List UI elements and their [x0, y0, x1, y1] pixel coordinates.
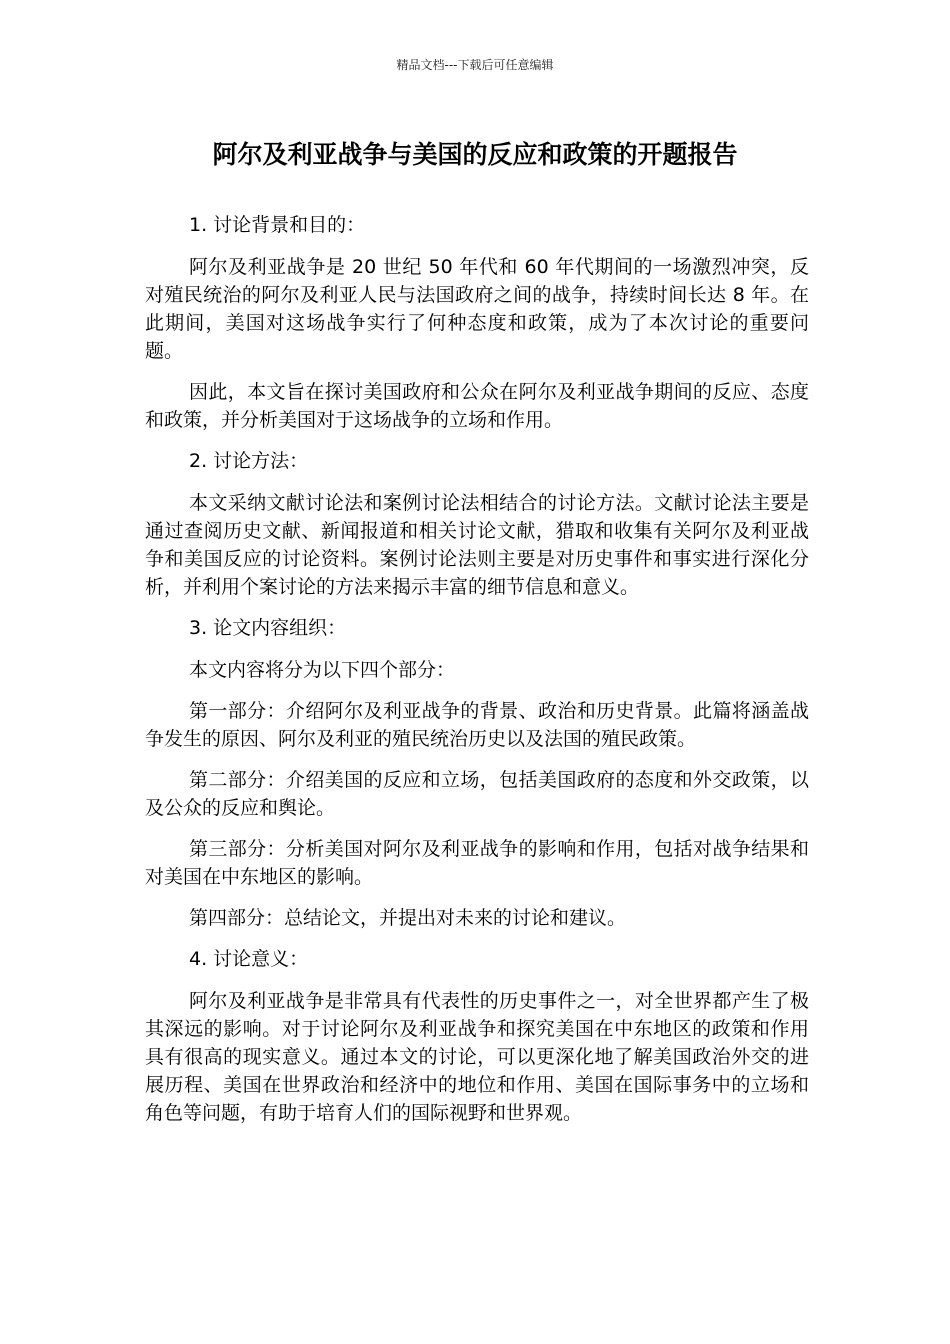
document-body: [145, 211, 809, 1140]
paragraph-method: 本文采纳文献讨论法和案例讨论法相结合的讨论方法。文献讨论法主要是通过查阅历史文献、新闻报道和相关讨论文献，猎取和收集有关阿尔及利亚战争和美国反应的讨论资料。案例讨论法则主要是对历史事件和事实进行深化分析，并利用个案讨论的方法来揭示丰富的细节信息和意义。: [145, 492, 809, 598]
paragraph-organization-intro: 本文内容将分为以下四个部分：: [189, 659, 456, 681]
section-heading-significance: 4. 讨论意义：: [189, 948, 309, 970]
paragraph-background-1: 阿尔及利亚战争是 20 世纪 50 年代和 60 年代期间的一场激烈冲突，反对殖民统治的阿尔及利亚人民与法国政府之间的战争，持续时间长达 8 年。在此期间，美国对这场战争实行了何种态度和政策，成为了本次讨论的重要问题。: [145, 256, 809, 362]
paragraph-part-four: 第四部分：总结论文，并提出对未来的讨论和建议。: [189, 907, 627, 929]
paragraph-part-three: 第三部分：分析美国对阿尔及利亚战争的影响和作用，包括对战争结果和对美国在中东地区的影响。: [145, 838, 809, 888]
section-heading-background: 1. 讨论背景和目的：: [189, 214, 366, 236]
paragraph-background-2: 因此，本文旨在探讨美国政府和公众在阿尔及利亚战争期间的反应、态度和政策，并分析美国对于这场战争的立场和作用。: [145, 381, 809, 431]
paragraph-part-one: 第一部分：介绍阿尔及利亚战争的背景、政治和历史背景。此篇将涵盖战争发生的原因、阿尔及利亚的殖民统治历史以及法国的殖民政策。: [145, 700, 809, 750]
section-heading-organization: 3. 论文内容组织：: [189, 617, 347, 639]
document-title: 阿尔及利亚战争与美国的反应和政策的开题报告: [212, 140, 738, 169]
paragraph-significance: 阿尔及利亚战争是非常具有代表性的历史事件之一，对全世界都产生了极其深远的影响。对于讨论阿尔及利亚战争和探究美国在中东地区的政策和作用具有很高的现实意义。通过本文的讨论，可以更深化地了解美国政治外交的进展历程、美国在世界政治和经济中的地位和作用、美国在国际事务中的立场和角色等问题，有助于培育人们的国际视野和世界观。: [145, 990, 809, 1124]
header-note: 精品文档---下载后可任意编辑: [396, 58, 554, 72]
section-heading-method: 2. 讨论方法：: [189, 450, 309, 472]
paragraph-part-two: 第二部分：介绍美国的反应和立场，包括美国政府的态度和外交政策，以及公众的反应和舆论。: [145, 769, 809, 819]
